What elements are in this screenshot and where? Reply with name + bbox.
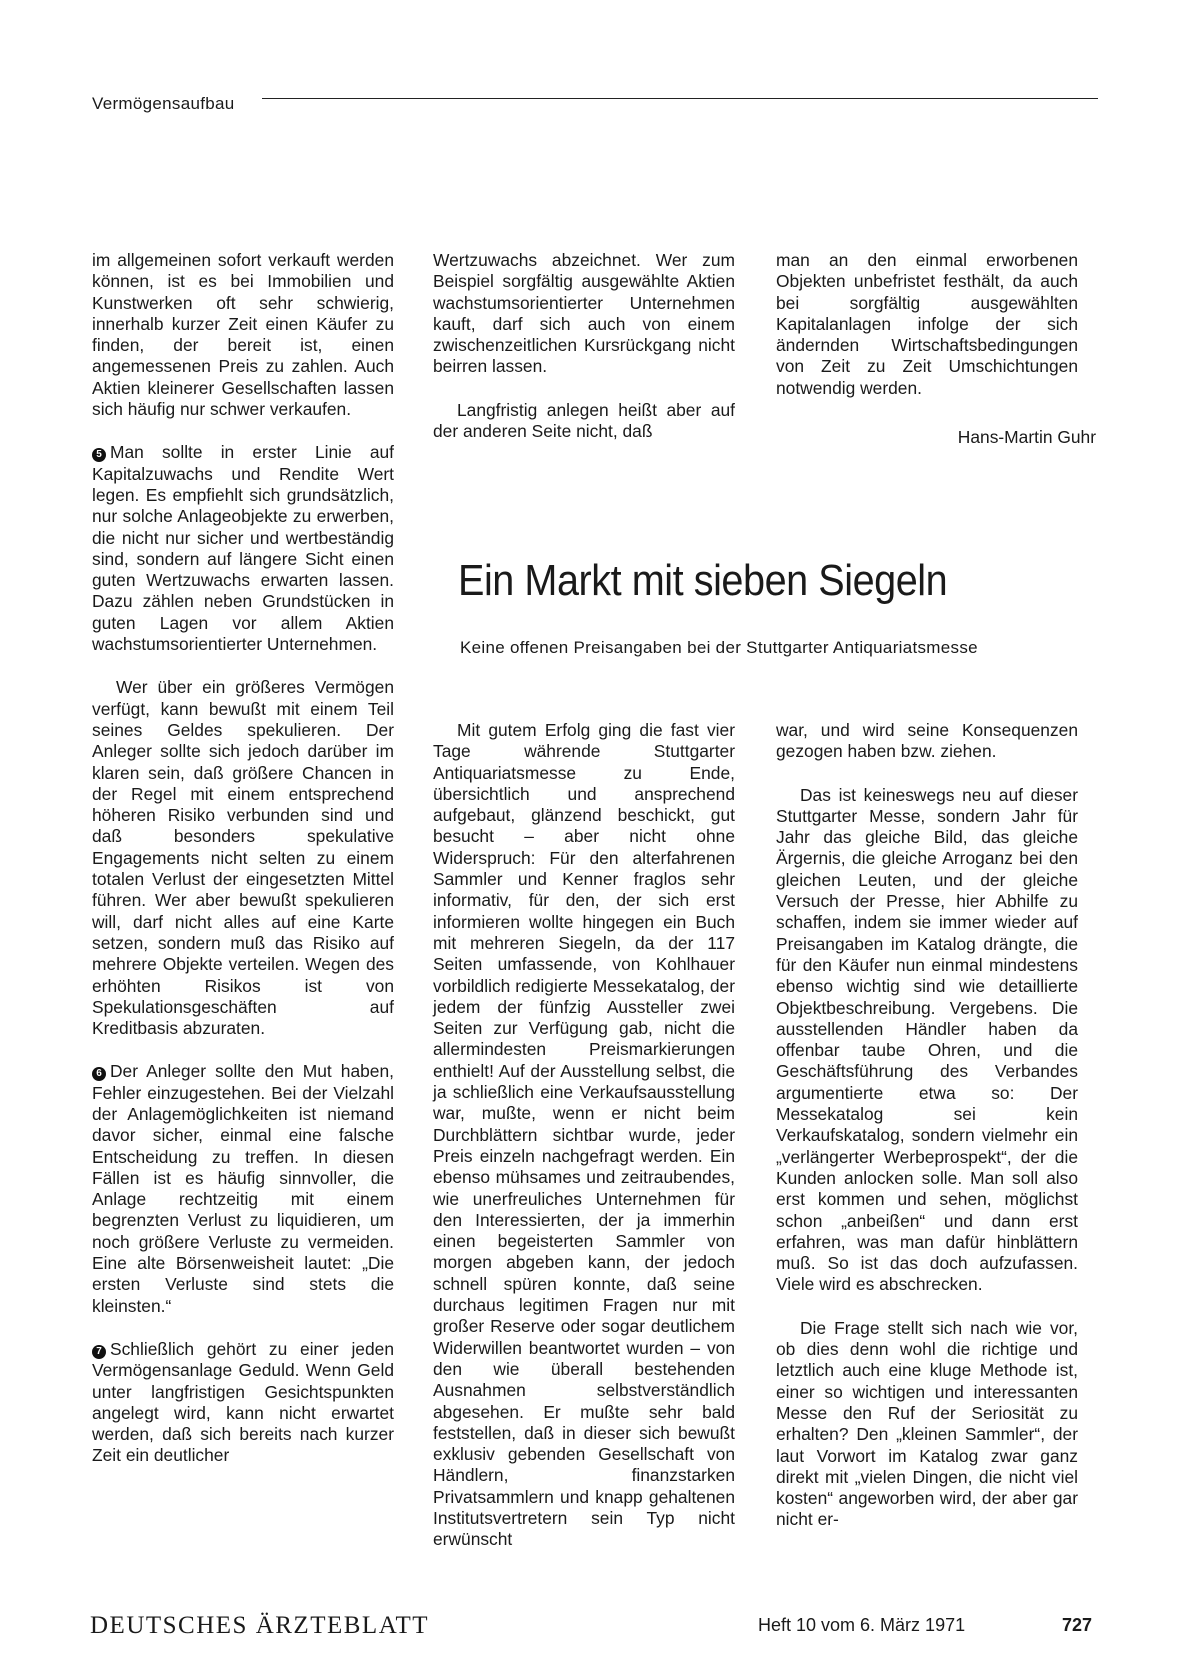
col1-paragraph-5 bbox=[92, 1339, 394, 1467]
col3-bottom-paragraph-1: war, und wird seine Konsequenzen gezogen haben bzw. ziehen. bbox=[776, 720, 1078, 762]
issue-info: Heft 10 vom 6. März 1971 bbox=[758, 1615, 966, 1635]
col2-top-paragraph-2: Langfristig anlegen heißt aber auf der anderen Seite nicht, daß bbox=[433, 399, 735, 442]
column-3-top bbox=[776, 250, 1078, 399]
col1-paragraph-4-text: Der Anleger sollte den Mut haben, Fehler einzugestehen. Bei der Vielzahl der Anlagemöglichkeiten ist niemand davor sicher, einmal eine falsche Entscheidung zu treffen. In diesen Fällen ist es häufig sinnvoller, die Anlage rechtzeitig mit einem begrenzten Verlust zu liquidieren, um noch größere Verluste zu vermeiden. Eine alte Börsenweisheit lautet: „Die ersten Verluste sind stets die kleinsten.“ bbox=[92, 1061, 394, 1316]
header-rule bbox=[262, 98, 1098, 99]
page-number: 727 bbox=[1062, 1615, 1093, 1635]
article-headline: Ein Markt mit sieben Siegeln bbox=[458, 556, 948, 605]
column-2-top bbox=[433, 250, 735, 442]
number-7-icon: 7 bbox=[92, 1345, 106, 1359]
column-3-bottom bbox=[776, 720, 1078, 1531]
article-subheadline: Keine offenen Preisangaben bei der Stuttgarter Antiquariatsmesse bbox=[460, 638, 978, 657]
col2-bottom-paragraph-1: Mit gutem Erfolg ging die fast vier Tage währende Stuttgarter Antiquariatsmesse zu Ende, übersichtlich und ansprechend aufgebaut, glänzend beschickt, gut besucht – aber nicht ohne Widerspruch: Für den alterfahrenen Sammler und Kenner fraglos sehr informativ, für den, der sich erst informieren wollte hingegen ein Buch mit mehreren Siegeln, da der 117 Seiten umfassende, von Kohlhauer vorbildlich redigierte Messekatalog, der jedem der fünfzig Aussteller zwei Seiten zur Verfügung gab, nicht die allermindesten Preismarkierungen enthielt! Auf der Ausstellung selbst, die ja schließlich eine Verkaufsausstellung war, mußte, wenn er nicht beim Durchblättern sichtbar wurde, jeder Preis einzeln nachgefragt werden. Ein ebenso mühsames und zeitraubendes, wie unerfreuliches Unternehmen für den Interessierten, der ja immerhin einen begeisterten Sammler von morgen abgeben kann, der jedoch schnell spüren konnte, daß seine durchaus legitimen Fragen nur mit großer Reserve oder sogar deutlichem Widerwillen beantwortet wurden – von den wie überall bestehenden Ausnahmen selbstverständlich abgesehen. Er mußte sehr bald feststellen, daß in dieser sich bewußt exklusiv gebenden Gesellschaft von Händlern, finanzstarken Privatsammlern und knapp gehaltenen Institutsvertretern sein Typ nicht erwünscht bbox=[433, 720, 735, 1550]
col1-paragraph-2-text: Man sollte in erster Linie auf Kapitalzuwachs und Rendite Wert legen. Es empfiehlt sich grundsätzlich, nur solche Anlageobjekte zu erwerben, die nicht nur sicher und wertbeständig sind, sondern auf längere Sicht einen guten Wertzuwachs erwarten lassen. Dazu zählen neben Grundstücken in guten Lagen vor allem Aktien wachstumsorientierter Unternehmen. bbox=[92, 442, 394, 655]
number-5-icon: 5 bbox=[92, 448, 106, 462]
section-label: Vermögensaufbau bbox=[92, 94, 235, 113]
column-2-bottom bbox=[433, 720, 735, 1551]
journal-name: DEUTSCHES ÄRZTEBLATT bbox=[90, 1612, 430, 1639]
col3-bottom-paragraph-3: Die Frage stellt sich nach wie vor, ob dies denn wohl die richtige und letztlich auch eine kluge Methode ist, einer so wichtigen und interessanten Messe den Ruf der Seriosität zu erhalten? Den „kleinen Sammler“, der laut Vorwort im Katalog zwar ganz direkt mit „vielen Dingen, die nicht viel kosten“ angeworben wird, der aber gar nicht er- bbox=[776, 1317, 1078, 1530]
col1-paragraph-4 bbox=[92, 1061, 394, 1317]
col2-top-paragraph-1: Wertzuwachs abzeichnet. Wer zum Beispiel sorgfältig ausgewählte Aktien wachstumsorientierter Unternehmen kauft, darf sich auch von einem zwischenzeitlichen Kursrückgang nicht beirren lassen. bbox=[433, 250, 735, 377]
col1-paragraph-1: im allgemeinen sofort verkauft werden können, ist es bei Immobilien und Kunstwerken oft sehr schwierig, innerhalb kurzer Zeit einen Käufer zu finden, der bereit ist, einen angemessenen Preis zu zahlen. Auch Aktien kleinerer Gesellschaften lassen sich häufig nur schwer verkaufen. bbox=[92, 250, 394, 420]
number-6-icon: 6 bbox=[92, 1067, 106, 1081]
col1-paragraph-5-text: Schließlich gehört zu einer jeden Vermögensanlage Geduld. Wenn Geld unter langfristigen Gesichtspunkten angelegt wird, kann nicht erwartet werden, daß sich bereits nach kurzer Zeit ein deutlicher bbox=[92, 1338, 394, 1466]
col3-top-paragraph-1: man an den einmal erworbenen Objekten unbefristet festhält, da auch bei sorgfältig ausgewählten Kapitalanlagen infolge der sich ändernden Wirtschaftsbedingungen von Zeit zu Zeit Umschichtungen notwendig werden. bbox=[776, 250, 1078, 398]
author-signature: Hans-Martin Guhr bbox=[957, 427, 1096, 447]
col3-bottom-paragraph-2: Das ist keineswegs neu auf dieser Stuttgarter Messe, sondern Jahr für Jahr das gleiche Bild, das gleiche Ärgernis, die gleiche Arroganz bei den gleichen Leuten, und der gleiche Versuch der Presse, hier Abhilfe zu schaffen, indem sie immer wieder auf Preisangaben im Katalog drängte, die für den Käufer nun einmal mindestens ebenso wichtig sind wie detaillierte Objektbeschreibung. Vergebens. Die ausstellenden Händler haben da offenbar taube Ohren, und die Geschäftsführung des Verbandes argumentierte etwa so: Der Messekatalog sei kein Verkaufskatalog, sondern vielmehr ein „verlängerter Werbeprospekt“, der die Kunden anlocken solle. Man soll also erst kommen und sehen, möglichst schon „anbeißen“ und dann erst erfahren, was man dafür hinblättern muß. So ist das doch aufzufassen. Viele wird es abschrecken. bbox=[776, 784, 1078, 1295]
col1-paragraph-3: Wer über ein größeres Vermögen verfügt, kann bewußt mit einem Teil seines Geldes spekulieren. Der Anleger sollte sich jedoch darüber im klaren sein, daß größere Chancen in der Regel mit einem entsprechend höheren Risiko verbunden sind und daß besonders spekulative Engagements nicht selten zu einem totalen Verlust der eingesetzten Mittel führen. Wer aber bewußt spekulieren will, darf nicht alles auf eine Karte setzen, sondern muß das Risiko auf mehrere Objekte verteilen. Wegen des erhöhten Risikos ist von Spekulationsgeschäften auf Kreditbasis abzuraten. bbox=[92, 677, 394, 1039]
column-1 bbox=[92, 250, 394, 1467]
col1-paragraph-2 bbox=[92, 442, 394, 655]
